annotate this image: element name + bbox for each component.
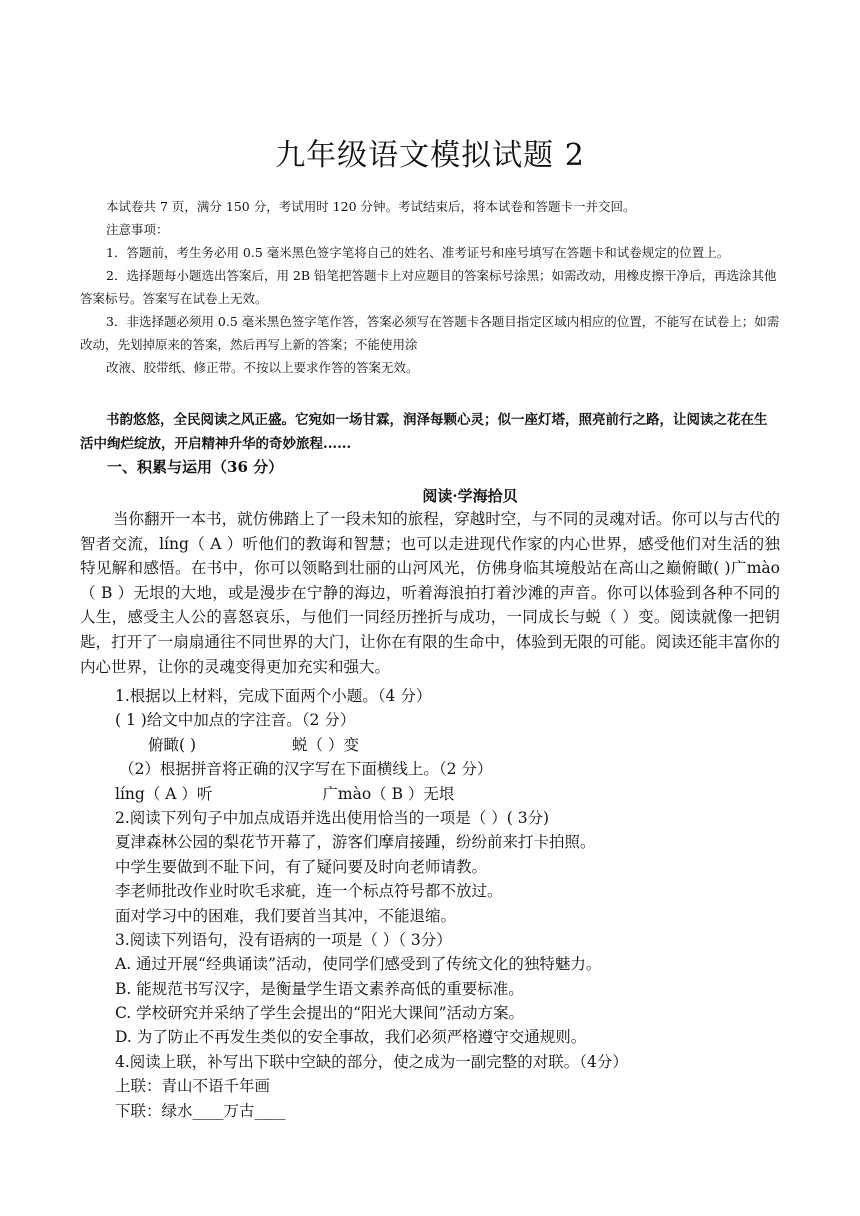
question-1-part-1: ( 1 )给文中加点的字注音。（2 分） xyxy=(115,711,356,730)
question-4: 4.阅读上联，补写出下联中空缺的部分，使之成为一副完整的对联。（4分） xyxy=(115,1052,628,1071)
question-2-option-3: 李老师批改作业时吹毛求疵，连一个标点符号都不放过。 xyxy=(115,882,503,901)
reading-title: 阅读·学海拾贝 xyxy=(422,487,518,505)
couplet-upper: 上联：青山不语千年画 xyxy=(115,1077,271,1096)
notice-item-3-continued: 改液、胶带纸、修正带。不按以上要求作答的答案无效。 xyxy=(106,360,419,375)
question-3: 3.阅读下列语句，没有语病的一项是（ ）（ 3分） xyxy=(115,930,452,949)
question-3-option-d: D. 为了防止不再发生类似的安全事故，我们必须严格遵守交通规则。 xyxy=(115,1028,587,1047)
notice-summary: 本试卷共 7 页，满分 150 分，考试用时 120 分钟。考试结束后，将本试卷和答题卡一并交回。 xyxy=(106,199,636,214)
pinyin-item-tui: 蜕（ ）变 xyxy=(292,735,359,754)
hanzi-item-b: 广mào（ B ）无垠 xyxy=(322,784,455,803)
notice-item-1: 1．答题前，考生务必用 0.5 毫米黑色签字笔将自己的姓名、准考证号和座号填写在答题卡和试卷规定的位置上。 xyxy=(106,245,730,260)
notice-item-2: 2．选择题每小题选出答案后，用 2B 铅笔把答题卡上对应题目的答案标号涂黑；如需改动，用橡皮擦干净后，再选涂其他答案标号。答案写在试卷上无效。 xyxy=(80,268,777,306)
notice-heading: 注意事项： xyxy=(106,222,169,237)
question-1-part-2-items xyxy=(115,782,795,806)
question-2-option-2: 中学生要做到不耻下问，有了疑问要及时向老师请教。 xyxy=(115,857,488,876)
exam-notice xyxy=(80,195,780,379)
notice-item-3: 3．非选择题必须用 0.5 毫米黑色签字笔作答，答案必须写在答题卡各题目指定区域内相应的位置，不能写在试卷上；如需改动，先划掉原来的答案，然后再写上新的答案；不能使用涂 xyxy=(80,314,780,352)
question-2-option-4: 面对学习中的困难，我们要首当其冲，不能退缩。 xyxy=(115,906,457,925)
couplet-lower: 下联：绿水____万古____ xyxy=(115,1101,286,1120)
pinyin-item-fukan: 俯瞰( ) xyxy=(148,735,197,754)
question-2-option-1: 夏津森林公园的梨花节开幕了，游客们摩肩接踵，纷纷前来打卡拍照。 xyxy=(115,833,596,852)
questions xyxy=(115,684,795,1123)
hanzi-item-a: líng（ A ）听 xyxy=(115,784,213,803)
question-1-part-2: （2）根据拼音将正确的汉字写在下面横线上。（2 分） xyxy=(119,760,493,779)
question-3-option-c: C. 学校研究并采纳了学生会提出的“阳光大课间”活动方案。 xyxy=(115,1004,525,1023)
section-heading: 一、积累与运用（36 分） xyxy=(107,458,284,476)
question-2: 2.阅读下列句子中加点成语并选出使用恰当的一项是（ ）( 3分) xyxy=(115,808,550,827)
question-1: 1.根据以上材料，完成下面两个小题。（4 分） xyxy=(115,687,432,705)
reading-passage: 当你翻开一本书，就仿佛踏上了一段未知的旅程，穿越时空，与不同的灵魂对话。你可以与古代的智者交流，líng（ A ）听他们的教诲和智慧；也可以走进现代作家的内心世界，感受他们对生活的独特见解和感悟。在书中，你可以领略到壮丽的山河风光，仿佛身临其境般站在高山之巅俯瞰( )广mào（ B ）无垠的大地，或是漫步在宁静的海边，听着海浪拍打着沙滩的声音。你可以体验到各种不同的人生，感受主人公的喜怒哀乐，与他们一同经历挫折与成功，一同成长与蜕（ ）变。阅读就像一把钥匙，打开了一扇扇通往不同世界的大门，让你在有限的生命中，体验到无限的可能。阅读还能丰富你的内心世界，让你的灵魂变得更加充实和强大。 xyxy=(80,510,780,676)
intro-paragraph: 书韵悠悠，全民阅读之风正盛。它宛如一场甘霖，润泽每颗心灵；似一座灯塔，照亮前行之路，让阅读之花在生活中绚烂绽放，开启精神升华的奇妙旅程...... xyxy=(80,412,768,452)
page-title: 九年级语文模拟试题 2 xyxy=(275,138,585,173)
question-1-part-1-items xyxy=(115,733,795,757)
question-3-option-b: B. 能规范书写汉字，是衡量学生语文素养高低的重要标准。 xyxy=(115,979,524,998)
question-3-option-a: A. 通过开展“经典诵读”活动，使同学们感受到了传统文化的独特魅力。 xyxy=(115,955,602,974)
